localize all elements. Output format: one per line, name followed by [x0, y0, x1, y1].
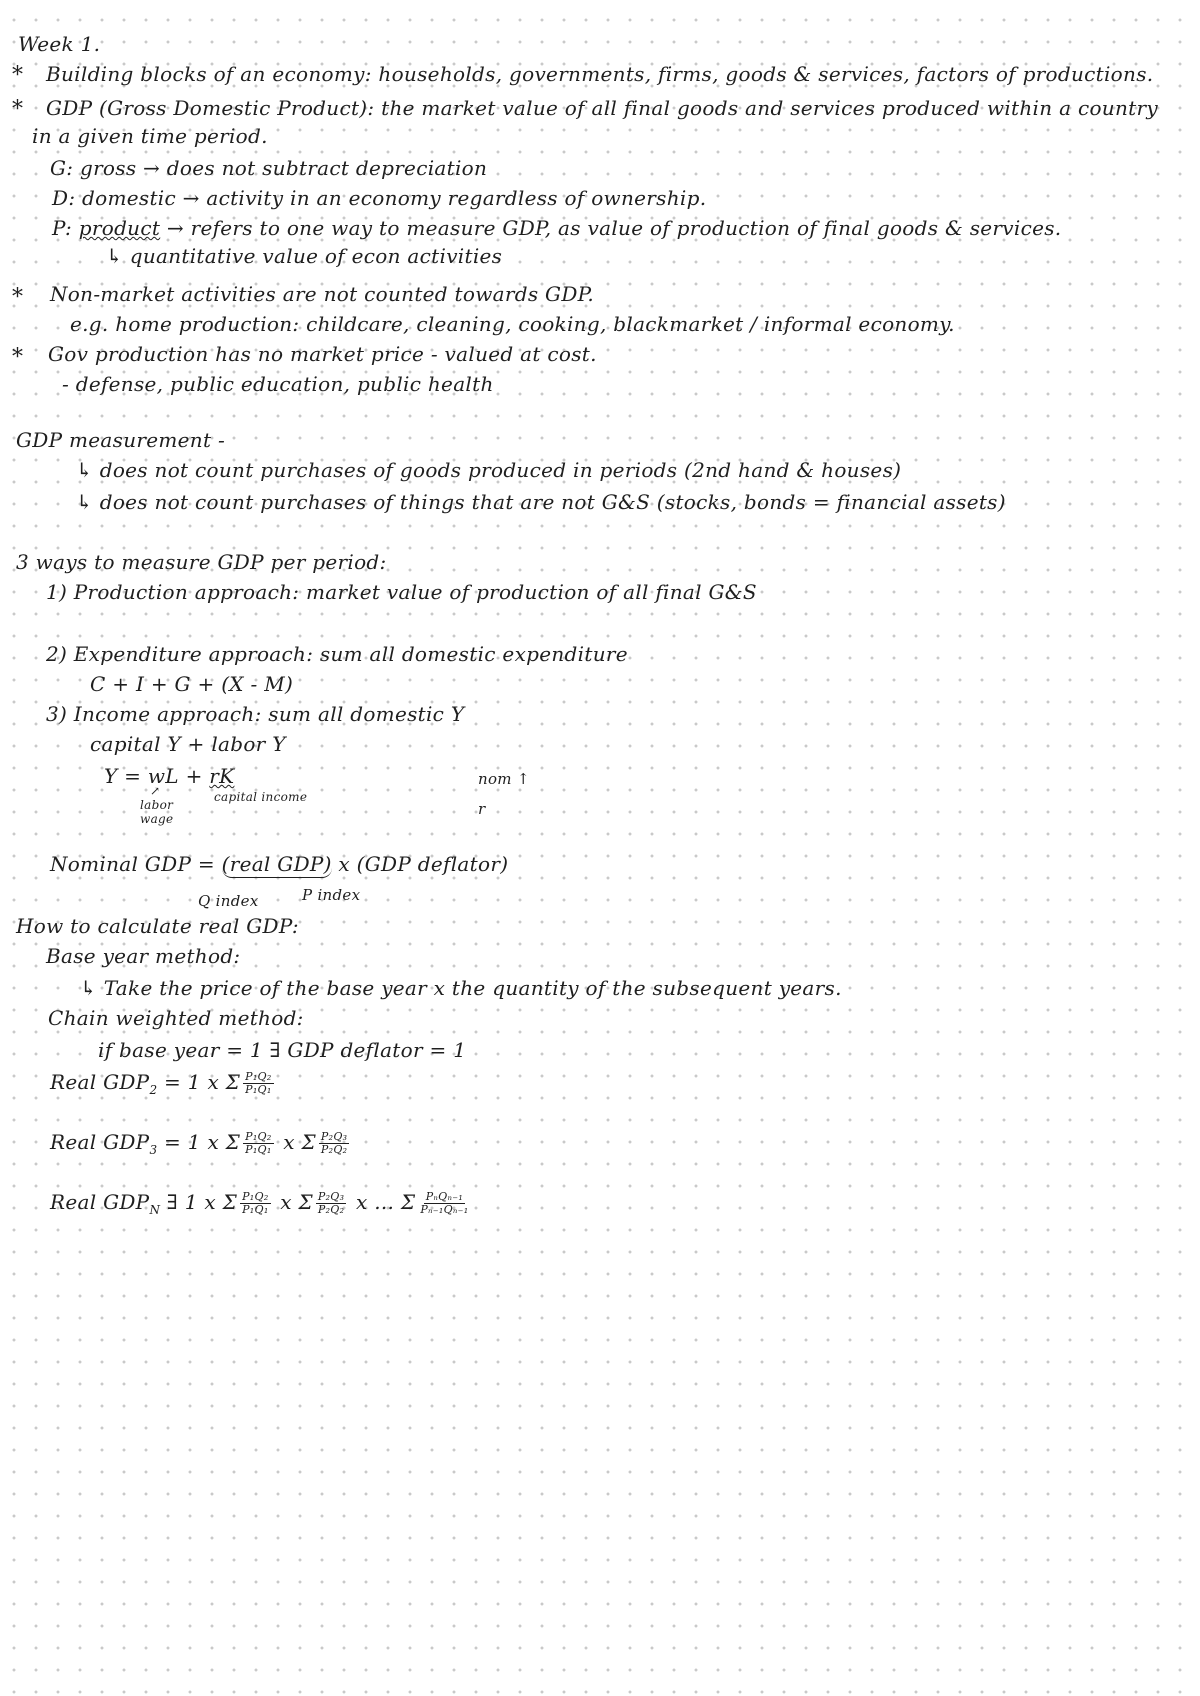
- nominal-gdp-equation: [50, 852, 508, 876]
- fraction-denominator: P₂Q₂: [320, 1143, 348, 1156]
- product-line: [52, 216, 1061, 240]
- income-equation: [104, 764, 234, 788]
- real-gdp-subscript: 3: [149, 1143, 158, 1157]
- nonmarket-line: Non-market activities are not counted towards GDP.: [50, 282, 595, 306]
- income-eq-wl: wL: [147, 764, 179, 788]
- fraction-numerator: P₂Q₃: [320, 1130, 348, 1143]
- real-gdp-label: Real GDP: [50, 1070, 150, 1094]
- chain-weighted-title: Chain weighted method:: [48, 1006, 304, 1030]
- equation-start: = 1 x Σ: [157, 1070, 241, 1094]
- nominal-rest: x (GDP deflator): [331, 852, 509, 876]
- real-gdp-3-equation: [50, 1130, 352, 1162]
- fraction-denominator: P₂Q₂: [317, 1203, 345, 1216]
- production-approach-line: 1) Production approach: market value of production of all final G&S: [46, 580, 757, 604]
- fraction-denominator: P₁Q₁: [245, 1143, 272, 1156]
- gov-example-line: - defense, public education, public health: [62, 372, 494, 396]
- product-rest: → refers to one way to measure GDP, as value of production of final goods & services.: [166, 216, 1062, 240]
- product-prefix: P:: [52, 216, 73, 240]
- product-sub-line: ↳ quantitative value of econ activities: [106, 244, 503, 268]
- labor-wage-arrow: ↗: [150, 784, 161, 798]
- real-gdp-2-equation: [50, 1070, 277, 1102]
- bullet-star: *: [12, 63, 23, 88]
- income-eq-rk: rK: [209, 764, 235, 788]
- three-ways-title: 3 ways to measure GDP per period:: [16, 550, 387, 574]
- gov-production-line: Gov production has no market price - valued at cost.: [48, 342, 597, 366]
- times-sigma: x Σ: [273, 1190, 313, 1214]
- base-year-title: Base year method:: [46, 944, 241, 968]
- notes-title: Week 1.: [18, 32, 101, 56]
- product-word: product: [78, 216, 161, 240]
- fraction-numerator: P₁Q₂: [245, 1130, 272, 1143]
- income-eq-plus: +: [178, 764, 210, 788]
- real-gdp-n-equation: [50, 1190, 473, 1222]
- times-sigma: x Σ: [276, 1130, 316, 1154]
- equation-start: = 1 x Σ: [157, 1130, 241, 1154]
- p-index-label: P index: [302, 886, 361, 904]
- expenditure-formula: C + I + G + (X - M): [90, 672, 294, 696]
- fraction-numerator: P₁Q₂: [242, 1190, 269, 1203]
- real-gdp-title: How to calculate real GDP:: [16, 914, 299, 938]
- real-gdp-subscript: 2: [149, 1083, 158, 1097]
- gdp-definition-line: GDP (Gross Domestic Product): the market value of all final goods and services produced within a country: [46, 96, 1158, 120]
- real-gdp-label: Real GDP: [50, 1190, 150, 1214]
- fraction-denominator: P₁Q₁: [242, 1203, 269, 1216]
- fraction: [418, 1191, 470, 1216]
- domestic-line: D: domestic → activity in an economy regardless of ownership.: [52, 186, 707, 210]
- nominal-rate-note: nom ↑: [478, 770, 530, 788]
- fraction-denominator: Pₙ₋₁Qₙ₋₁: [420, 1203, 469, 1216]
- gross-line: G: gross → does not subtract depreciation: [50, 156, 488, 180]
- fraction: [316, 1191, 346, 1216]
- expenditure-approach-line: 2) Expenditure approach: sum all domestic expenditure: [46, 642, 628, 666]
- gdp-definition-line-cont: in a given time period.: [32, 124, 268, 148]
- fraction-numerator: P₂Q₃: [317, 1190, 345, 1203]
- income-approach-line: 3) Income approach: sum all domestic Y: [46, 702, 465, 726]
- bullet-star: *: [12, 97, 23, 122]
- wage-annotation: wage: [140, 812, 174, 826]
- bullet-star: *: [12, 345, 23, 370]
- building-blocks-line: Building blocks of an economy: households, governments, firms, goods & services, factors of productions.: [46, 62, 1154, 86]
- fraction-numerator: P₁Q₂: [245, 1070, 272, 1083]
- chain-base-condition: if base year = 1 ∃ GDP deflator = 1: [98, 1038, 467, 1062]
- real-rate-note: r: [478, 800, 486, 818]
- fraction: [319, 1131, 349, 1156]
- real-gdp-label: Real GDP: [50, 1130, 150, 1154]
- labor-annotation: labor: [140, 798, 174, 812]
- base-year-description: ↳ Take the price of the base year x the quantity of the subsequent years.: [80, 976, 842, 1000]
- equation-start: ∃ 1 x Σ: [160, 1190, 238, 1214]
- nonmarket-example-line: e.g. home production: childcare, cleaning, cooking, blackmarket / informal economy.: [70, 312, 955, 336]
- measurement-note-2: ↳ does not count purchases of things that are not G&S (stocks, bonds = financial assets): [76, 490, 1006, 514]
- fraction-denominator: P₁Q₁: [245, 1083, 272, 1096]
- real-gdp-subscript: N: [149, 1203, 161, 1217]
- bullet-star: *: [12, 285, 23, 310]
- nominal-prefix: Nominal GDP =: [50, 852, 222, 876]
- q-index-label: Q index: [198, 892, 259, 910]
- income-approach-sub: capital Y + labor Y: [90, 732, 286, 756]
- fraction: [243, 1071, 273, 1096]
- measurement-note-1: ↳ does not count purchases of goods produced in periods (2nd hand & houses): [76, 458, 902, 482]
- dots-sigma: x ... Σ: [349, 1190, 416, 1214]
- gdp-measurement-title: GDP measurement -: [16, 428, 226, 452]
- fraction-numerator: PₙQₙ₋₁: [425, 1190, 464, 1203]
- nominal-real-gdp: (real GDP): [221, 852, 332, 876]
- fraction: [240, 1191, 270, 1216]
- income-eq-lhs: Y =: [104, 764, 148, 788]
- fraction: [243, 1131, 273, 1156]
- capital-income-annotation: capital income: [214, 790, 308, 804]
